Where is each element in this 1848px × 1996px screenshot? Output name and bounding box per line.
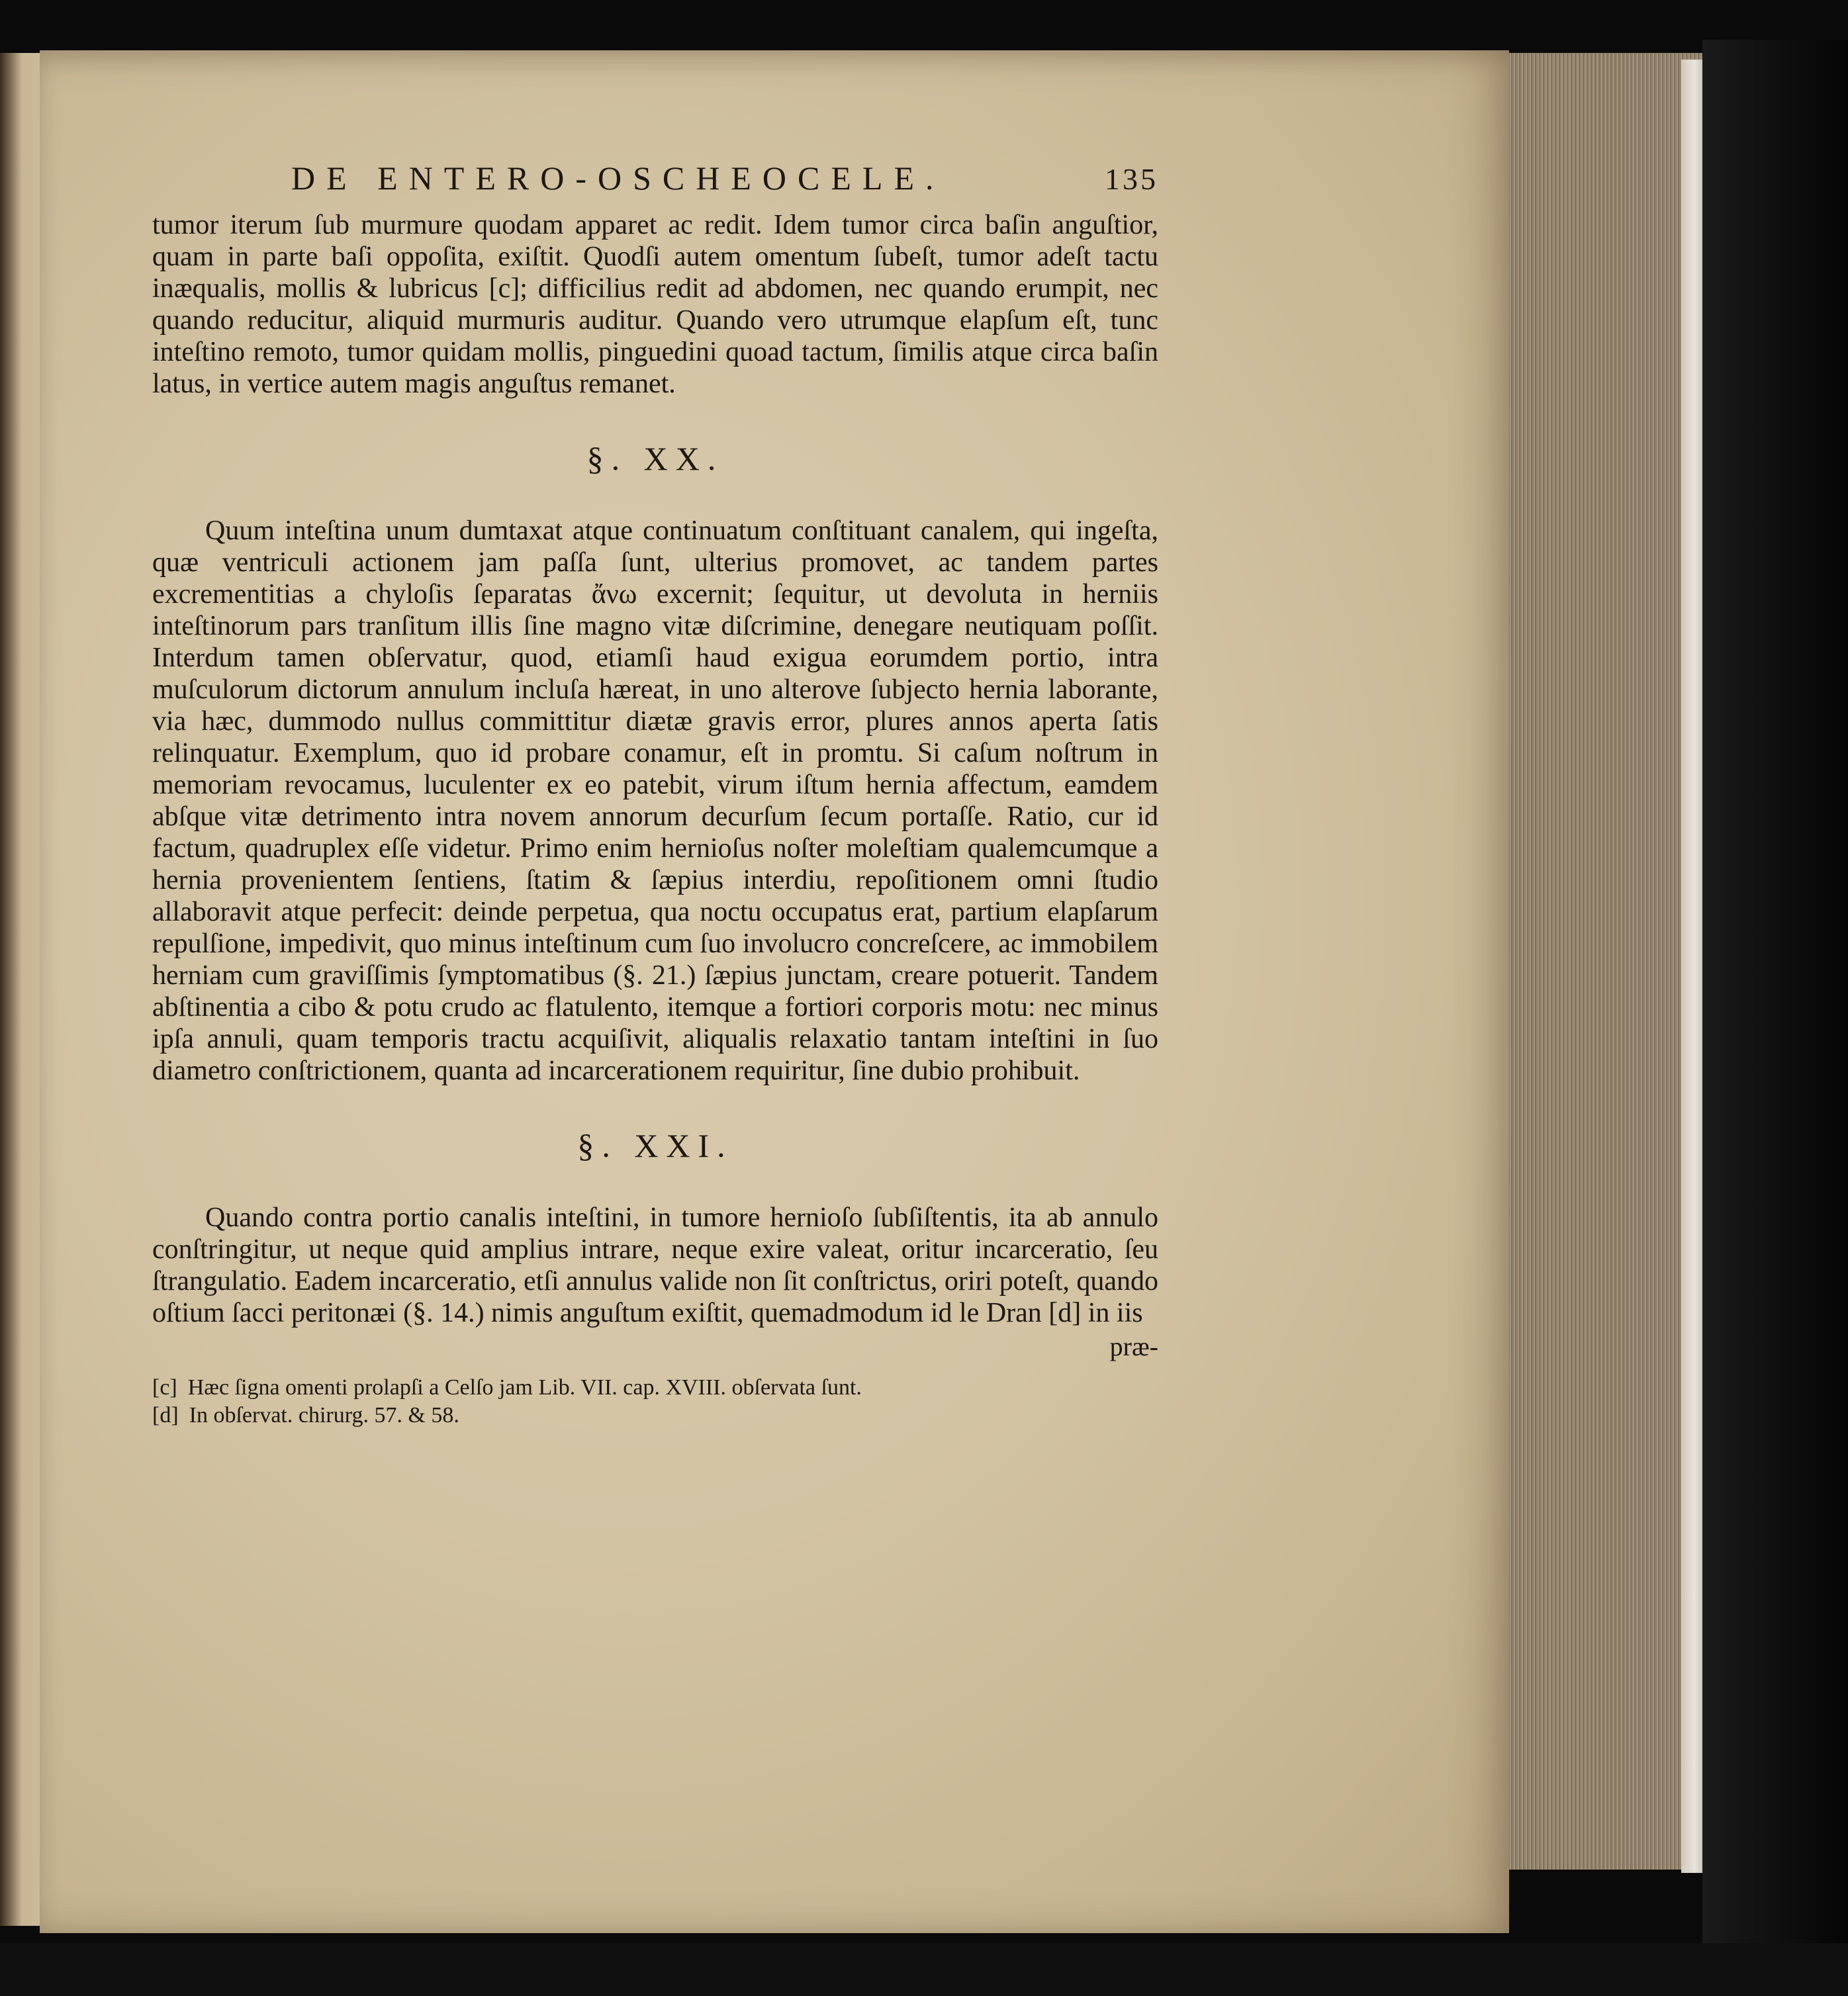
catchword: præ- [1109, 1332, 1158, 1361]
footnotes [152, 1374, 1158, 1429]
background-right [1702, 40, 1848, 1959]
background-bottom [0, 1943, 1848, 1996]
page-number: 135 [1105, 162, 1158, 196]
book-fore-edge [1509, 53, 1706, 1870]
footnote-c-mark: [c] [152, 1375, 177, 1400]
section-heading-xx: §. XX. [586, 440, 724, 477]
paragraph-section-xx: Quum inteſtina unum dumtaxat atque continuatum conſtituant canalem, qui ingeſta, quæ ventriculi actionem jam paſſa ſunt, ulterius promovet, ac tandem partes excrementitias a chyloſis ſeparatas ἄνω excernit; ſequitur, ut devoluta in herniis inteſtinorum pars tranſitum illis ſine magno vitæ diſcrimine, denegare neutiquam poſſit. Interdum tamen obſervatur, quod, etiamſi haud exigua eorumdem portio, intra muſculorum dictorum annulum incluſa hæreat, in uno alterove ſubjecto hernia laborante, via hæc, dummodo nullus committitur diætæ gravis error, plures annos aperta ſatis relinquatur. Exemplum, quo id probare conamur, eſt in promtu. Si caſum noſtrum in memoriam revocamus, luculenter ex eo patebit, virum iſtum hernia affectum, eamdem abſque vitæ detrimento intra novem annorum decurſum ſecum portaſſe. Ratio, cur id factum, quadruplex eſſe videtur. Primo enim hernioſus noſter moleſtiam qualemcumque a hernia provenientem ſentiens, ſtatim & ſæpius interdiu, repoſitionem omni ſtudio allaboravit atque perfecit: deinde perpetua, qua noctu occupatus erat, partium elapſarum repulſione, impedivit, quo minus inteſtinum cum ſuo involucro concreſcere, ac immobilem herniam cum graviſſimis ſymptomatibus (§. 21.) ſæpius junctam, creare potuerit. Tandem abſtinentia a cibo & potu crudo ac flatulento, itemque a fortiori corporis motu: nec minus ipſa annuli, quam temporis tractu acquiſivit, aliqualis relaxatio tantam inteſtini in ſuo diametro conſtrictionem, quanta ad incarcerationem requiritur, ſine dubio prohibuit. [152, 516, 1158, 1086]
footnote-d [152, 1402, 1158, 1429]
page-content [152, 159, 1158, 1429]
running-head [152, 159, 1158, 197]
footnote-d-text: In obſervat. chirurg. 57. & 58. [189, 1403, 459, 1428]
paragraph-continuation: tumor iterum ſub murmure quodam apparet ac redit. Idem tumor circa baſin anguſtior, quam in parte baſi oppoſita, exiſtit. Quodſi autem omentum ſubeſt, tumor adeſt tactu inæqualis, mollis & lubricus [c]; difficilius redit ad abdomen, nec quando erumpit, nec quando reducitur, aliquid murmuris auditur. Quando vero utrumque elapſum eſt, tunc inteſtino remoto, tumor quidam mollis, pinguedini quoad tactum, ſimilis atque circa baſin latus, in vertice autem magis anguſtus remanet. [152, 210, 1158, 399]
running-head-title: DE ENTERO-OSCHEOCELE. [291, 159, 945, 197]
footnote-c-text: Hæc ſigna omenti prolapſi a Celſo jam Lib. VII. cap. XVIII. obſervata ſunt. [187, 1375, 862, 1400]
footnote-d-mark: [d] [152, 1403, 179, 1428]
section-heading-xxi: §. XXI. [577, 1127, 733, 1164]
footnote-c [152, 1374, 1158, 1402]
paragraph-section-xxi: Quando contra portio canalis inteſtini, in tumore hernioſo ſubſiſtentis, ita ab annulo conſtringitur, ut neque quid amplius intrare, neque exire valeat, oritur incarceratio, ſeu ſtrangulatio. Eadem incarceratio, etſi annulus valide non ſit conſtrictus, oriri poteſt, quando oſtium ſacci peritonæi (§. 14.) nimis anguſtum exiſtit, quemadmodum id le Dran [d] in iis [152, 1202, 1158, 1328]
previous-page-edge [0, 53, 40, 1926]
